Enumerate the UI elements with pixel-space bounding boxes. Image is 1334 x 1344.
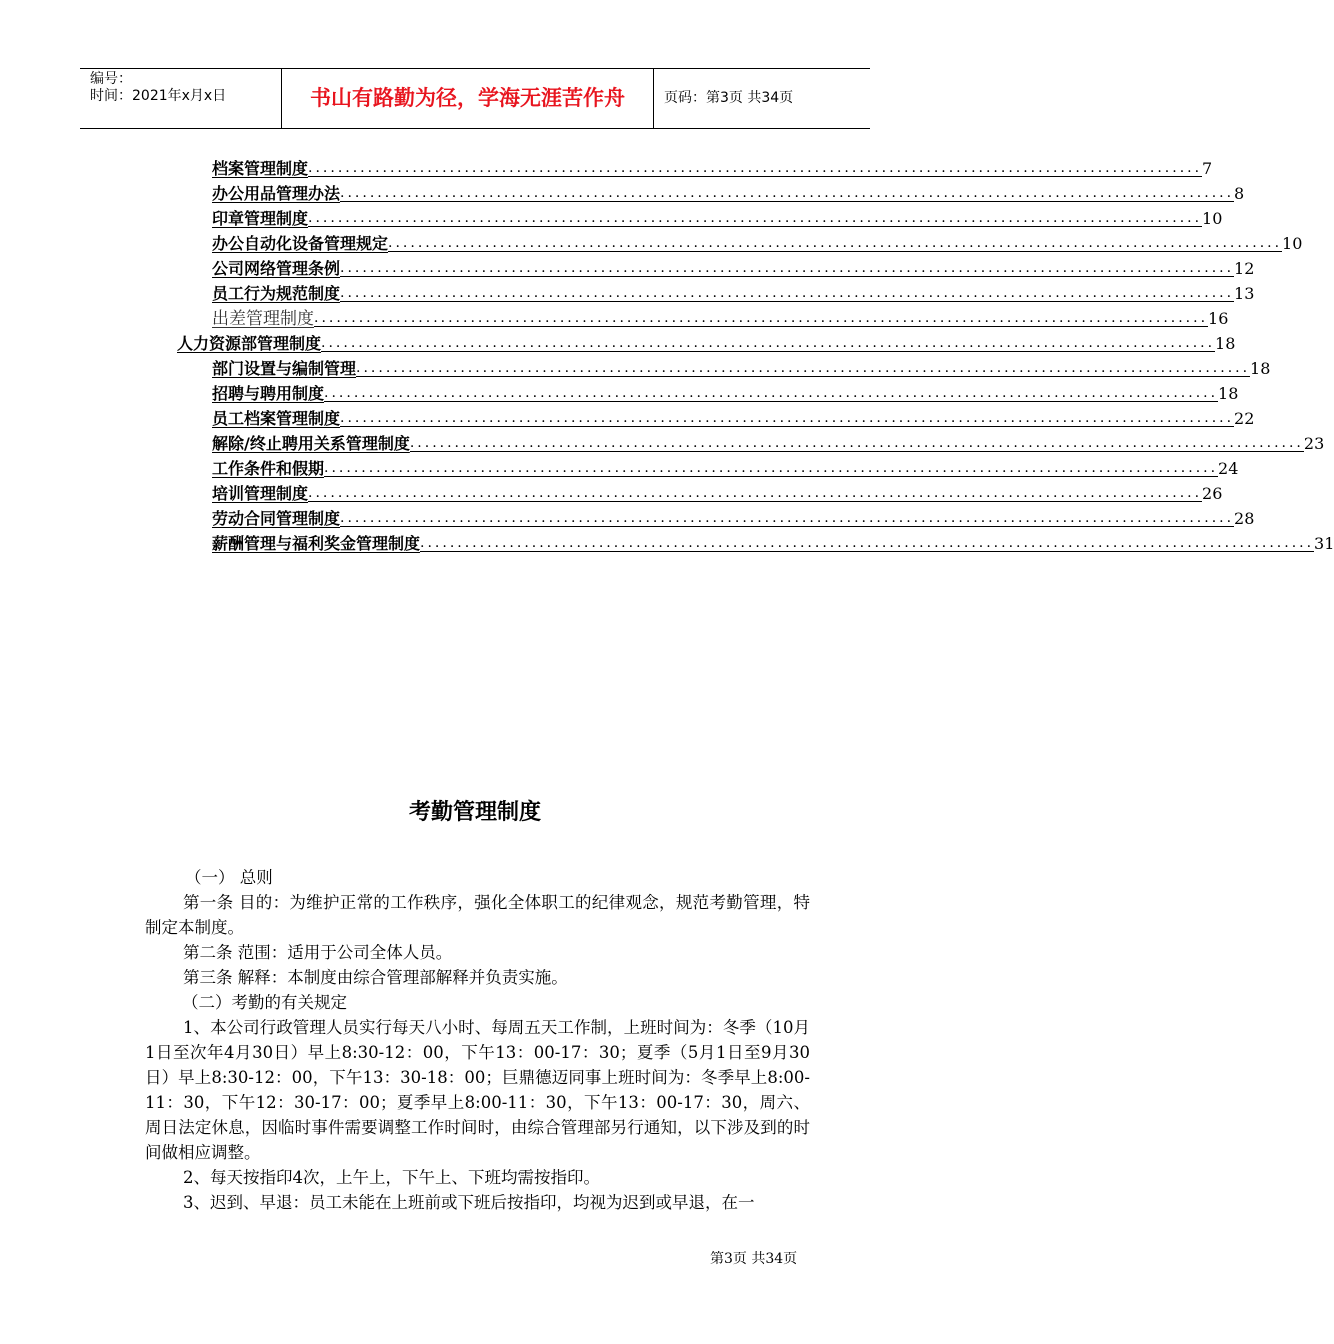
toc-dot-leader: ........................................................................................................................: [340, 410, 1235, 426]
paragraph-article-3: 第三条 解释：本制度由综合管理部解释并负责实施。: [183, 968, 568, 987]
section-heading-rules: （二）考勤的有关规定: [182, 993, 347, 1012]
toc-entry-title: 解除/终止聘用关系管理制度: [212, 434, 410, 453]
toc-entry-page-number: 10: [1282, 234, 1303, 253]
header-slogan: 书山有路勤为径，学海无涯苦作舟: [282, 69, 654, 128]
toc-entry-page-number: 22: [1234, 409, 1255, 428]
toc-entry-page-number: 10: [1202, 209, 1223, 228]
toc-entry[interactable]: [212, 255, 1255, 280]
toc-entry-title: 人力资源部管理制度: [177, 334, 322, 353]
toc-entry-page-number: 31: [1314, 534, 1334, 553]
toc-entry-page-number: 12: [1234, 259, 1255, 278]
toc-entry-title: 办公用品管理办法: [212, 184, 341, 203]
toc-entry[interactable]: [212, 405, 1255, 430]
toc-entry[interactable]: [212, 305, 1229, 330]
toc-entry-page-number: 24: [1218, 459, 1239, 478]
toc-entry-page-number: 18: [1218, 384, 1239, 403]
toc-entry-page-number: 18: [1250, 359, 1271, 378]
toc-entry[interactable]: [212, 205, 1223, 230]
toc-entry-title: 部门设置与编制管理: [212, 359, 357, 378]
toc-dot-leader: ........................................................................................................................: [340, 510, 1235, 526]
header-meta: [80, 69, 282, 128]
toc-entry-title: 公司网络管理条例: [212, 259, 341, 278]
toc-entry[interactable]: [177, 330, 1236, 355]
toc-dot-leader: ........................................................................................................................: [308, 485, 1203, 501]
date-line: 时间：2021年x月x日: [90, 88, 227, 104]
toc-entry-page-number: 23: [1303, 434, 1325, 453]
toc-dot-leader: ........................................................................................................................: [321, 335, 1216, 351]
toc-dot-leader: ........................................................................................................................: [340, 285, 1235, 301]
toc-entry-page-number: 8: [1234, 184, 1245, 203]
toc-entry-title: 培训管理制度: [212, 484, 309, 503]
page-header: [80, 68, 870, 129]
toc-entry[interactable]: [212, 505, 1255, 530]
toc-entry[interactable]: [212, 455, 1239, 480]
section-heading-general: （一） 总则: [185, 868, 273, 887]
toc-dot-leader: ........................................................................................................................: [308, 210, 1203, 226]
paragraph-rule-3: 3、迟到、早退：员工未能在上班前或下班后按指印，均视为迟到或早退，在一: [183, 1193, 755, 1212]
toc-entry[interactable]: [212, 380, 1239, 405]
toc-entry-title: 薪酬管理与福利奖金管理制度: [212, 534, 421, 553]
toc-entry[interactable]: [212, 180, 1245, 205]
paragraph-article-2: 第二条 范围：适用于公司全体人员。: [183, 943, 453, 962]
toc-dot-leader: ........................................................................................................................: [388, 235, 1283, 251]
document-title: 考勤管理制度: [408, 800, 541, 825]
code-label: 编号：: [90, 71, 132, 87]
toc-dot-leader: ........................................................................................................................: [324, 460, 1219, 476]
toc-dot-leader: ........................................................................................................................: [324, 385, 1219, 401]
page-footer: 第3页 共34页: [710, 1251, 798, 1267]
toc-entry-page-number: 18: [1215, 334, 1236, 353]
toc-entry[interactable]: [212, 430, 1325, 455]
toc-dot-leader: ........................................................................................................................: [340, 260, 1235, 276]
toc-entry-title: 劳动合同管理制度: [212, 509, 341, 528]
toc-entry-title: 员工行为规范制度: [212, 284, 341, 303]
toc-entry-page-number: 28: [1234, 509, 1255, 528]
paragraph-rule-1: 1、本公司行政管理人员实行每天八小时、每周五天工作制，上班时间为：冬季（10月1日至次年4月30日）早上8:30-12：00，下午13：00-17：30；夏季（5月1日至9月30日）早上8:30-12：00，下午13：30-18：00；巨鼎德迈同事上班时间为：冬季早上8:00-11：30，下午12：30-17：00；夏季早上8:00-11：30，下午13：00-17：30，周六、周日法定休息，因临时事件需要调整工作时间时，由综合管理部另行通知，以下涉及到的时间做相应调整。: [145, 1018, 810, 1162]
toc-entry-title: 印章管理制度: [212, 209, 309, 228]
toc-dot-leader: ........................................................................................................................: [308, 160, 1203, 176]
toc-entry[interactable]: [212, 530, 1334, 555]
toc-entry[interactable]: [212, 355, 1271, 380]
toc-entry-title: 档案管理制度: [212, 159, 309, 178]
toc-entry[interactable]: [212, 480, 1223, 505]
toc-dot-leader: ........................................................................................................................: [314, 310, 1209, 326]
toc-entry-title: 出差管理制度: [212, 309, 314, 329]
toc-dot-leader: ........................................................................................................................: [409, 435, 1304, 451]
header-page-info: 页码：第3页 共34页: [664, 90, 794, 106]
paragraph-article-1: 第一条 目的：为维护正常的工作秩序，强化全体职工的纪律观念，规范考勤管理，特制定本制度。: [145, 893, 810, 937]
paragraph-rule-2: 2、每天按指印4次，上午上，下午上、下班均需按指印。: [183, 1168, 600, 1187]
toc-dot-leader: ........................................................................................................................: [356, 360, 1251, 376]
toc-dot-leader: ........................................................................................................................: [420, 535, 1315, 551]
toc-entry-title: 办公自动化设备管理规定: [212, 234, 389, 253]
toc-dot-leader: ........................................................................................................................: [340, 185, 1235, 201]
toc-entry[interactable]: [212, 155, 1213, 180]
toc-entry-title: 招聘与聘用制度: [212, 384, 325, 403]
toc-entry-page-number: 7: [1202, 159, 1213, 178]
toc-entry-page-number: 26: [1202, 484, 1223, 503]
toc-entry[interactable]: [212, 230, 1303, 255]
toc-entry-page-number: 16: [1208, 309, 1229, 328]
toc-entry-title: 员工档案管理制度: [212, 409, 341, 428]
toc-entry-title: 工作条件和假期: [212, 459, 325, 478]
toc-entry[interactable]: [212, 280, 1255, 305]
toc-entry-page-number: 13: [1234, 284, 1255, 303]
